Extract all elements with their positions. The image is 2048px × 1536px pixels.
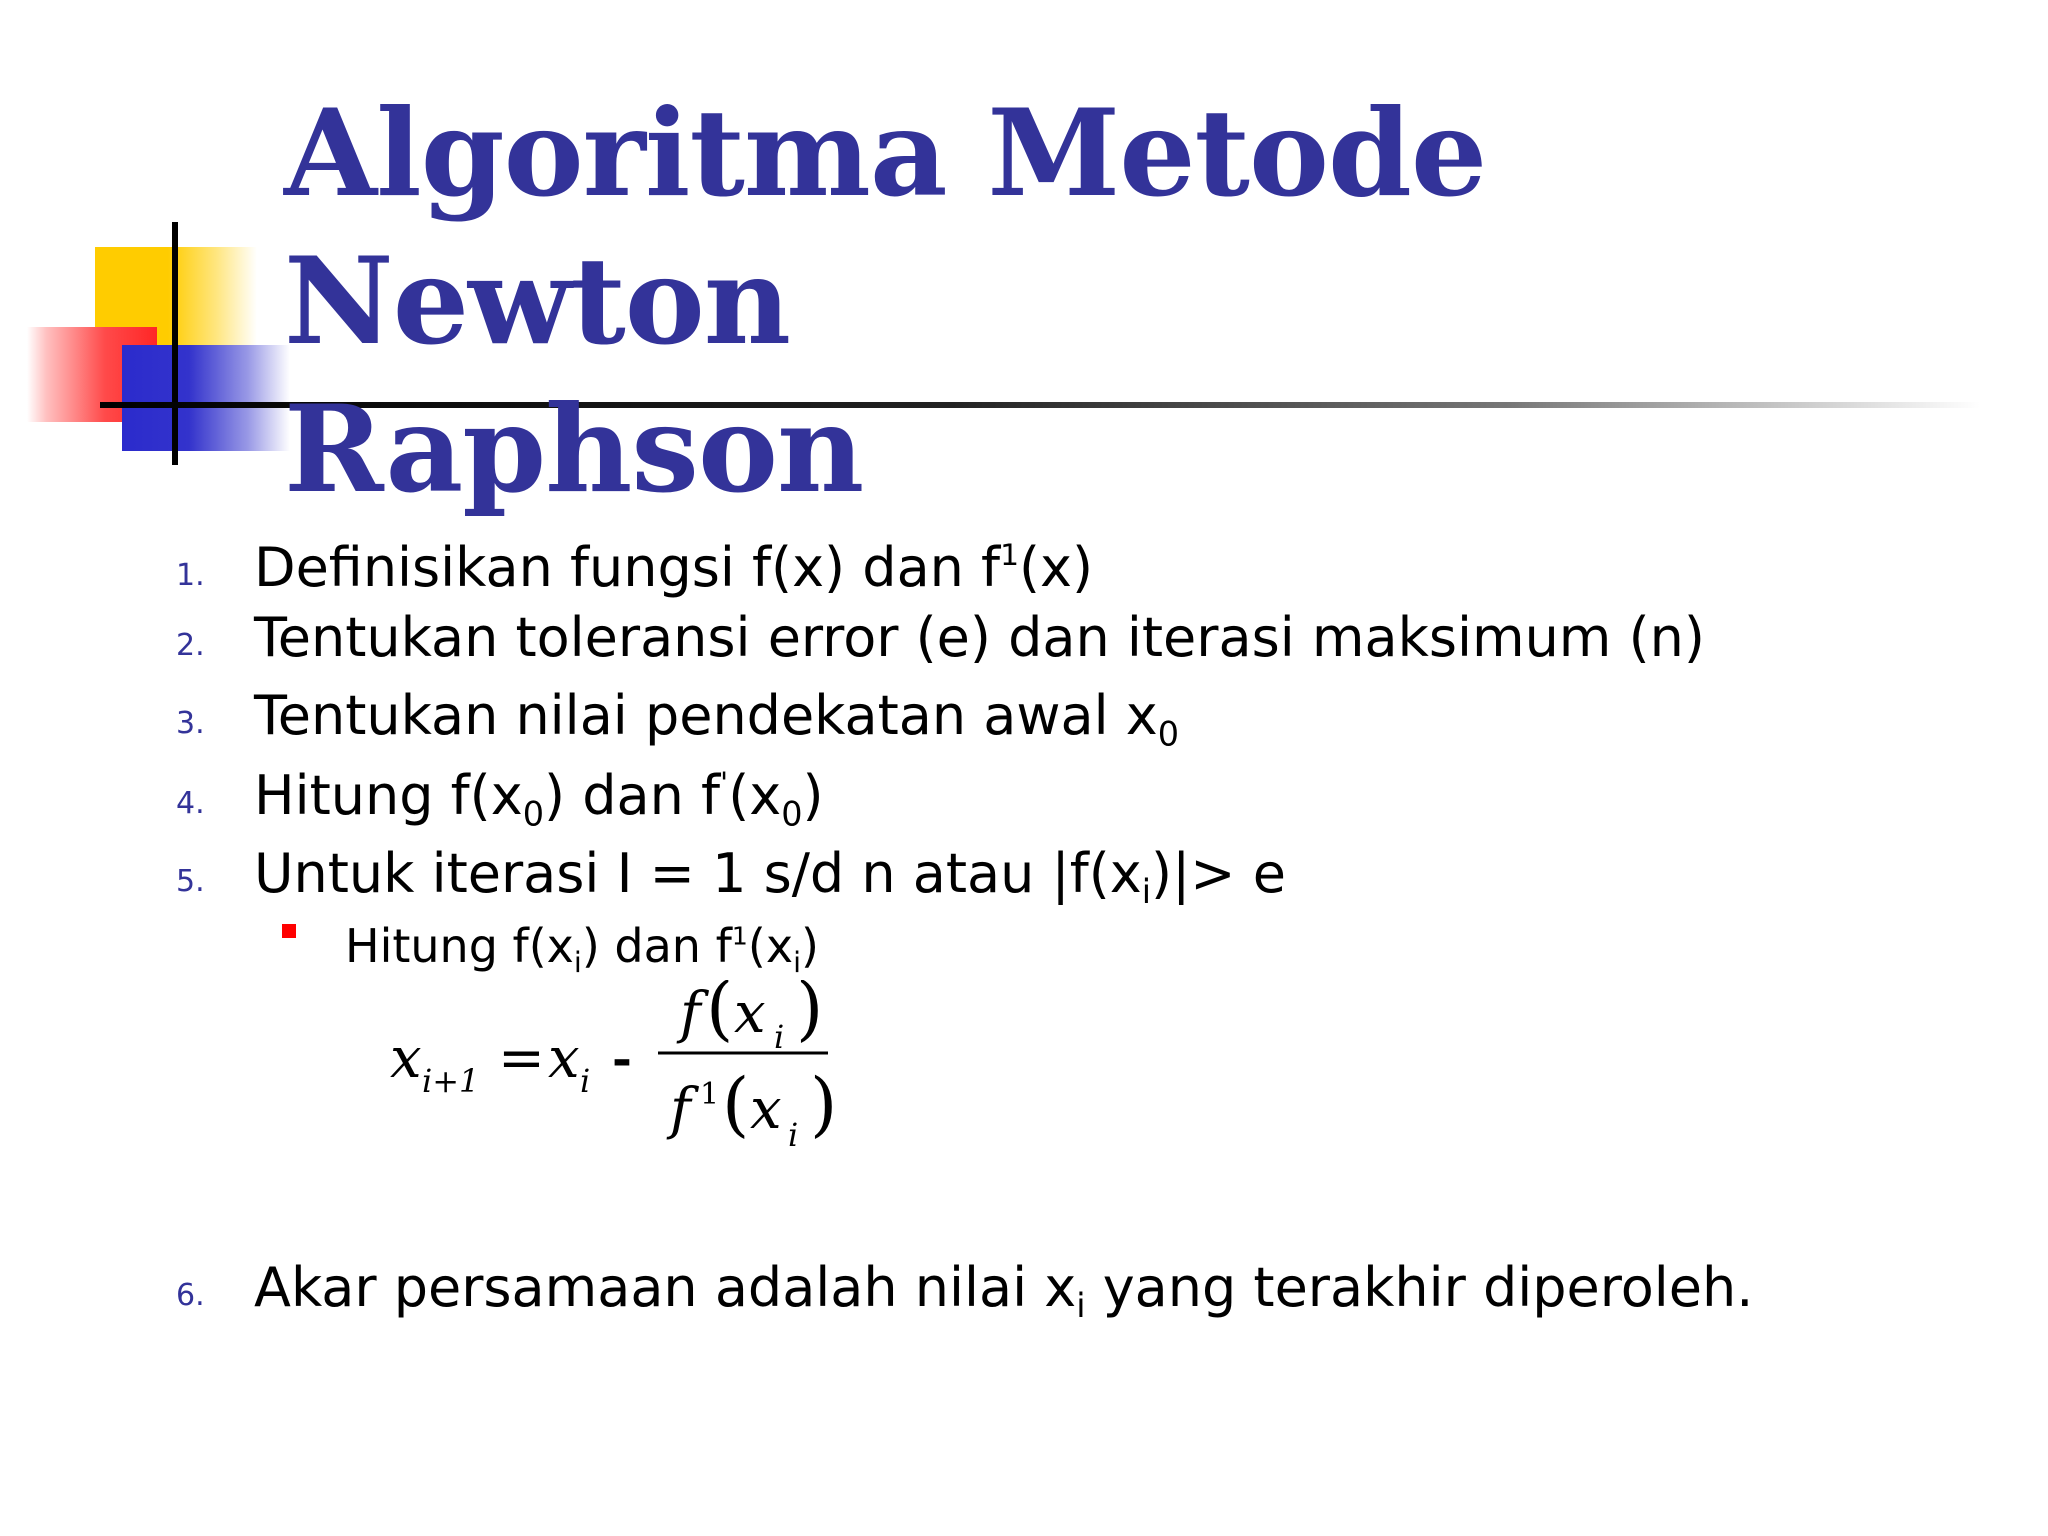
item-text: Akar persamaan adalah nilai $x_i$ yang terakhir diperoleh. [254,1256,1754,1326]
item-number: 4. [176,786,205,821]
denominator-x: x [750,1077,782,1142]
numerator-x: x [734,981,766,1046]
title-line-2: Raphson [284,379,864,520]
item-text: Tentukan nilai pendekatan awal $x_0$ [254,684,1180,754]
item-number: 5. [176,864,205,899]
square-bullet-icon [282,924,296,938]
item-number: 6. [176,1278,205,1313]
numerator-sub: i [774,1018,785,1056]
formula-minus: - [612,1031,632,1087]
formula-lhs: x [390,1026,422,1091]
item-text: Definisikan fungsi f(x) dan $f^1(x)$ [254,536,1094,599]
formula-x: x [548,1026,580,1091]
formula-equals: = [498,1026,545,1091]
numerator-lparen: ( [706,980,734,1049]
item-number: 2. [176,628,205,663]
item-text: Tentukan toleransi error (e) dan iterasi maksimum (n) [254,606,1705,669]
numerator-f: f [680,981,701,1046]
slide-title [284,80,1884,524]
item-text: Hitung $f(x_0)$ dan $f'(x_0)$ [254,764,824,834]
item-number: 3. [176,706,205,741]
title-line-1: Algoritma Metode Newton [284,83,1487,372]
denominator-f: f [670,1077,691,1142]
item-text: Untuk iterasi I = 1 s/d n atau $|f(x_i)|> e$ [254,842,1286,912]
newton-raphson-formula [390,980,850,1170]
deco-blue-square [122,345,290,451]
denominator-lparen: ( [722,1063,750,1145]
formula-x-sub: i [580,1062,591,1100]
denominator-sup: 1 [700,1077,720,1112]
sub-item-text: Hitung $f(x_i)$ dan $f^1(x_i)$ [345,919,819,979]
denominator-rparen: ) [810,1063,838,1145]
denominator-sub: i [788,1116,799,1154]
formula-lhs-sub: i+1 [422,1062,480,1100]
deco-vertical-line [172,222,178,465]
item-number: 1. [176,558,205,593]
numerator-rparen: ) [796,980,824,1049]
